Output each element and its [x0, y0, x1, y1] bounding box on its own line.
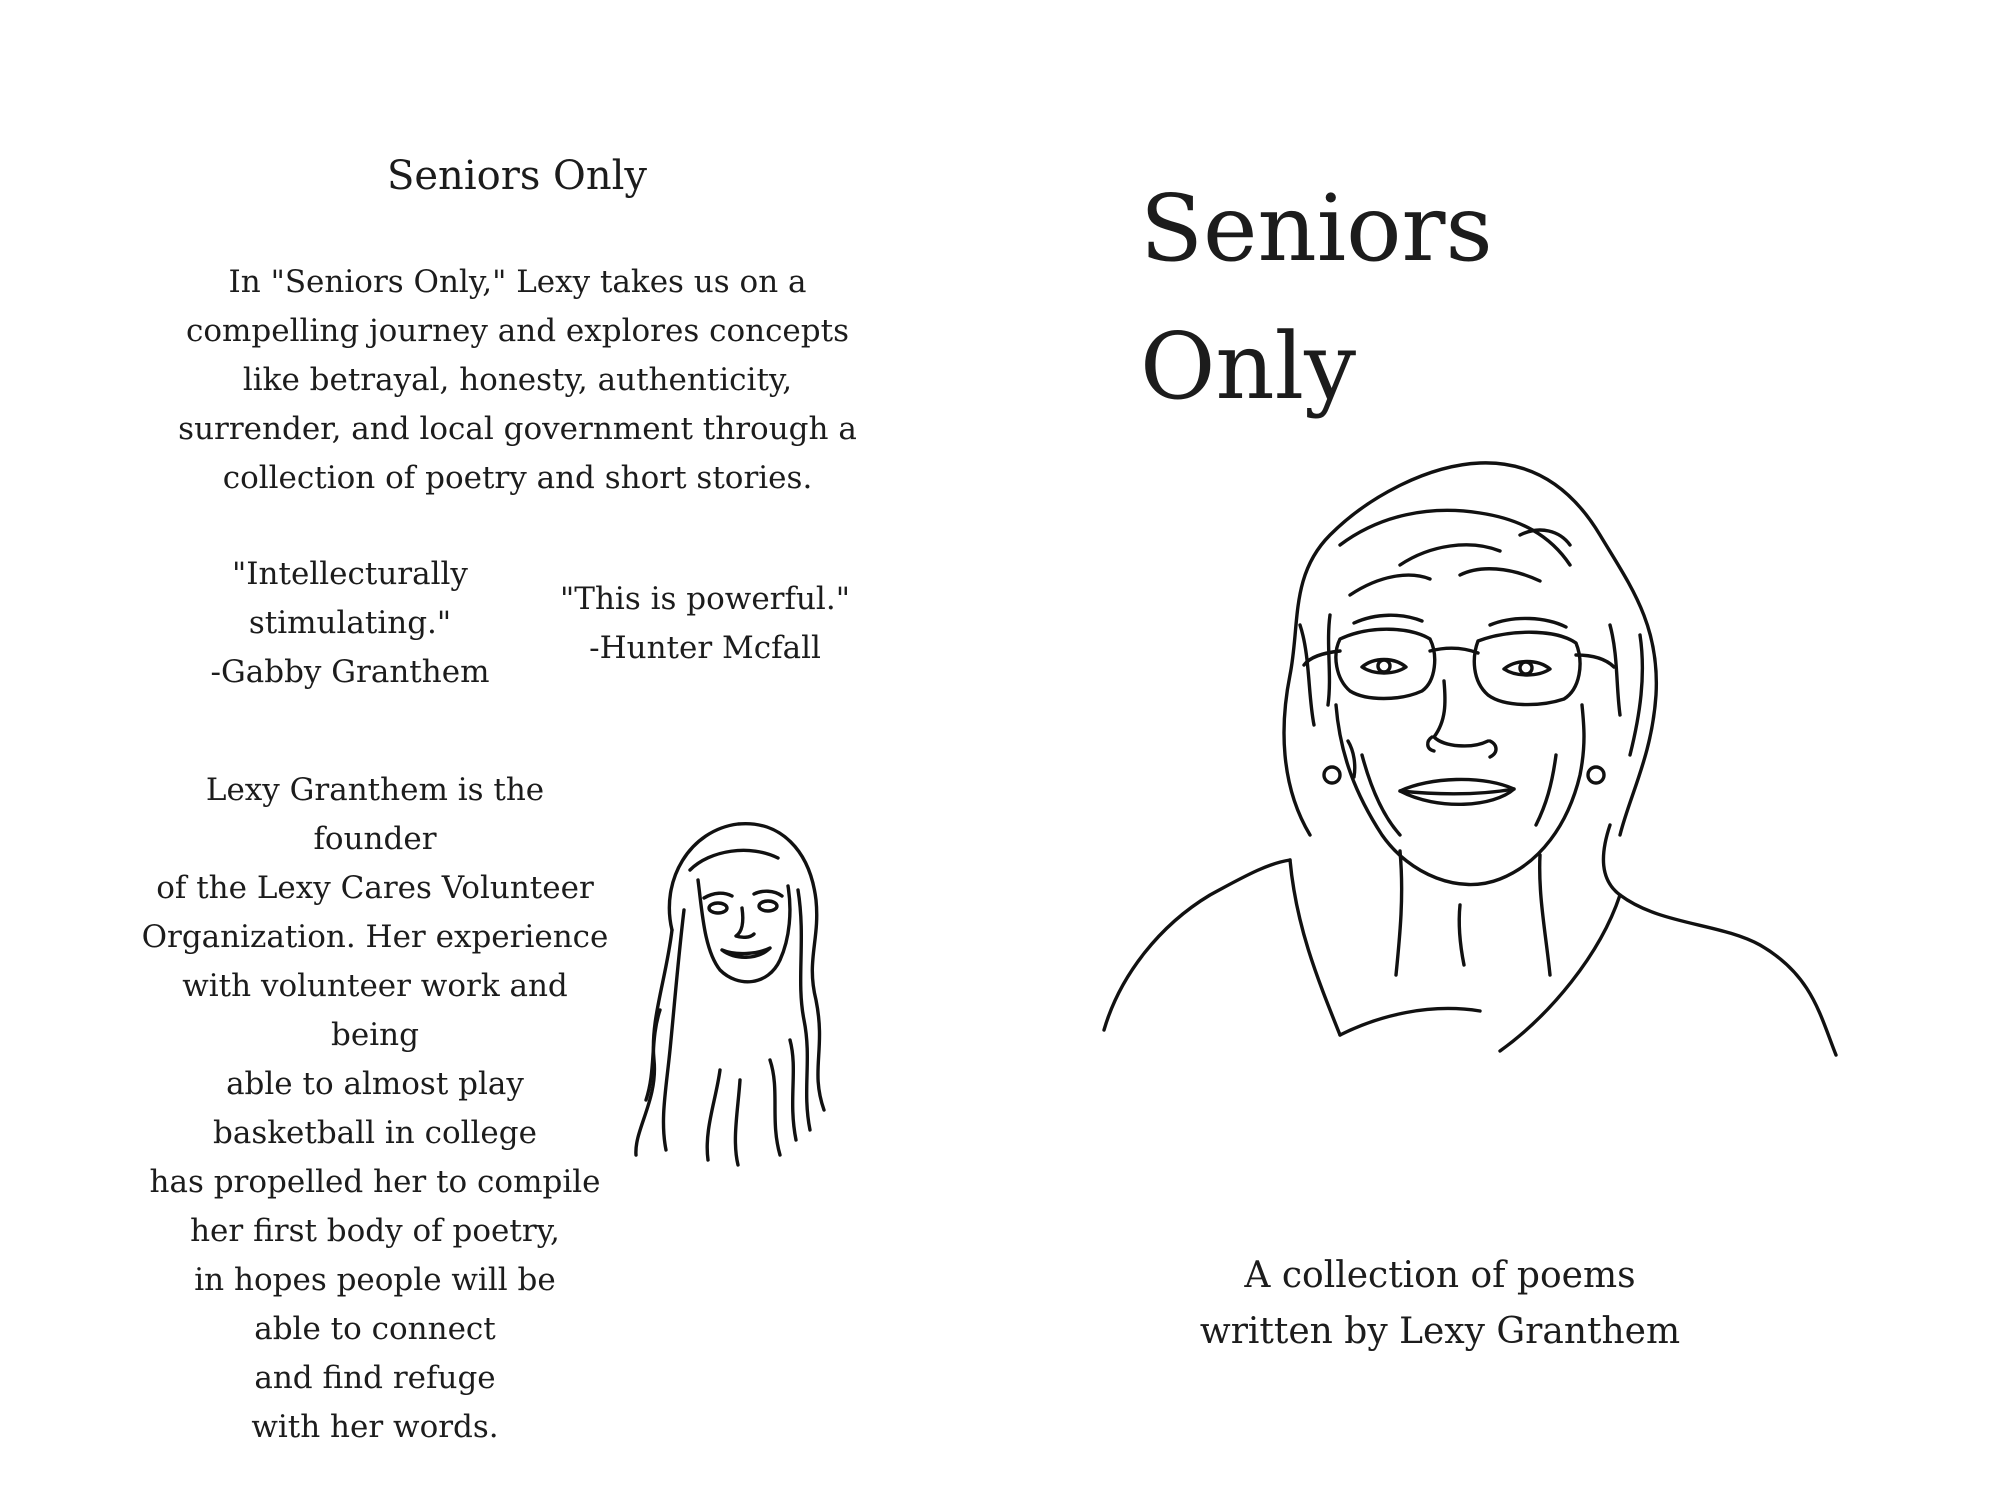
title-line-1: Seniors	[1140, 175, 1493, 282]
quote-2-line-1: "This is powerful."	[560, 581, 850, 617]
front-cover-title	[1140, 160, 1493, 436]
quote-1-attribution: -Gabby Granthem	[210, 654, 490, 690]
bio-line: with her words.	[251, 1409, 499, 1445]
tagline-line-1: A collection of poems	[1244, 1255, 1636, 1296]
front-cover	[1000, 0, 2000, 1490]
author-portrait-illustration	[620, 810, 840, 1170]
quote-2-attribution: -Hunter Mcfall	[589, 630, 821, 666]
bio-line: able to connect	[254, 1311, 496, 1347]
cover-portrait-illustration	[1100, 455, 1840, 1075]
bio-line: able to almost play	[226, 1066, 524, 1102]
bio-line: her first body of poetry,	[190, 1213, 560, 1249]
quote-1-line-2: stimulating."	[248, 605, 452, 641]
bio-line: and find refuge	[254, 1360, 496, 1396]
bio-line: Lexy Granthem is the founder	[205, 772, 545, 857]
book-blurb: In "Seniors Only," Lexy takes us on a compelling journey and explores concepts like betrayal, honesty, authenticity, surrender, and local government through a collection of poetry and short stories.	[178, 264, 857, 496]
quote-1-line-1: "Intellecturally	[232, 556, 468, 592]
bio-line: has propelled her to compile	[149, 1164, 601, 1200]
author-bio	[140, 766, 610, 1452]
cover-tagline	[1160, 1248, 1720, 1360]
bio-line: of the Lexy Cares Volunteer	[156, 870, 594, 906]
review-quote-1	[190, 550, 510, 697]
back-cover-title: Seniors Only	[386, 153, 648, 199]
title-line-2: Only	[1140, 313, 1357, 420]
review-quote-2	[540, 575, 870, 673]
bio-line: with volunteer work and being	[182, 968, 568, 1053]
bio-line: Organization. Her experience	[141, 919, 609, 955]
bio-line: basketball in college	[213, 1115, 537, 1151]
tagline-line-2: written by Lexy Granthem	[1199, 1311, 1681, 1352]
bio-line: in hopes people will be	[194, 1262, 556, 1298]
